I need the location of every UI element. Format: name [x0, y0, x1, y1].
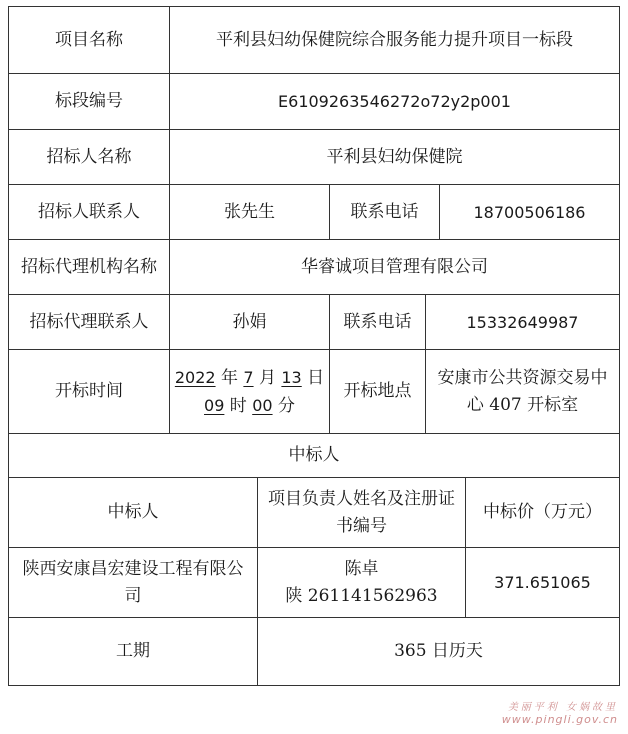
opening-day: 13 [281, 367, 302, 387]
opening-year-unit: 年 [220, 367, 238, 388]
opening-minute: 00 [252, 395, 273, 415]
duration-label: 工期 [116, 641, 150, 661]
duration-value: 365 日历天 [257, 618, 619, 685]
agency-phone-label: 联系电话 [329, 295, 425, 349]
opening-date [175, 364, 324, 392]
agency-label: 招标代理机构名称 [21, 256, 157, 277]
winner-header-price: 中标价（万元） [465, 478, 619, 547]
opening-place-value: 安康市公共资源交易中心 407 开标室 [425, 350, 619, 433]
agency-value: 华睿诚项目管理有限公司 [169, 240, 619, 294]
winner-manager [257, 548, 465, 617]
row-winner-headers [8, 477, 620, 548]
row-tenderer-contact [8, 184, 620, 240]
site-watermark [502, 698, 618, 726]
agency-contact-label: 招标代理联系人 [29, 311, 149, 332]
opening-clock [204, 392, 295, 420]
row-section-number [8, 73, 620, 130]
tenderer-phone-value: 18700506186 [439, 185, 619, 239]
opening-month-unit: 月 [258, 367, 276, 388]
row-winner-title [8, 433, 620, 478]
opening-year: 2022 [174, 367, 216, 387]
row-duration [8, 617, 620, 686]
project-name-label: 项目名称 [55, 29, 123, 50]
opening-month: 7 [243, 367, 254, 387]
agency-contact-name: 孙娟 [169, 295, 329, 349]
row-agency [8, 239, 620, 295]
manager-name: 陈卓 [344, 558, 379, 579]
tenderer-contact-label: 招标人联系人 [38, 201, 140, 222]
tenderer-phone-label: 联系电话 [329, 185, 439, 239]
row-winner-data [8, 547, 620, 618]
project-name-value: 平利县妇幼保健院综合服务能力提升项目一标段 [169, 7, 619, 73]
row-opening [8, 349, 620, 434]
watermark-url: www.pingli.gov.cn [501, 713, 618, 726]
opening-time-value [169, 350, 329, 433]
winner-price: 371.651065 [465, 548, 619, 617]
opening-time-label: 开标时间 [55, 381, 123, 401]
row-tenderer [8, 129, 620, 185]
opening-minute-unit: 分 [277, 395, 295, 416]
tenderer-value: 平利县妇幼保健院 [169, 130, 619, 184]
watermark-slogan: 美丽平利 女娲故里 [507, 702, 618, 713]
section-number-value: E6109263546272o72y2p001 [169, 74, 619, 129]
manager-cert: 陕 261141562963 [285, 585, 438, 606]
tenderer-contact-name: 张先生 [169, 185, 329, 239]
section-number-label: 标段编号 [55, 91, 123, 111]
winner-section-title: 中标人 [288, 445, 340, 465]
opening-hour-unit: 时 [229, 395, 247, 416]
winner-header-manager: 项目负责人姓名及注册证书编号 [257, 478, 465, 547]
opening-place-label: 开标地点 [329, 350, 425, 433]
opening-day-unit: 日 [307, 367, 325, 388]
row-agency-contact [8, 294, 620, 350]
winner-name: 陕西安康昌宏建设工程有限公司 [22, 558, 244, 606]
agency-phone-value: 15332649987 [425, 295, 619, 349]
winner-header-name: 中标人 [107, 502, 159, 522]
tenderer-label: 招标人名称 [46, 146, 132, 167]
row-project-name [8, 6, 620, 74]
opening-hour: 09 [204, 395, 225, 415]
